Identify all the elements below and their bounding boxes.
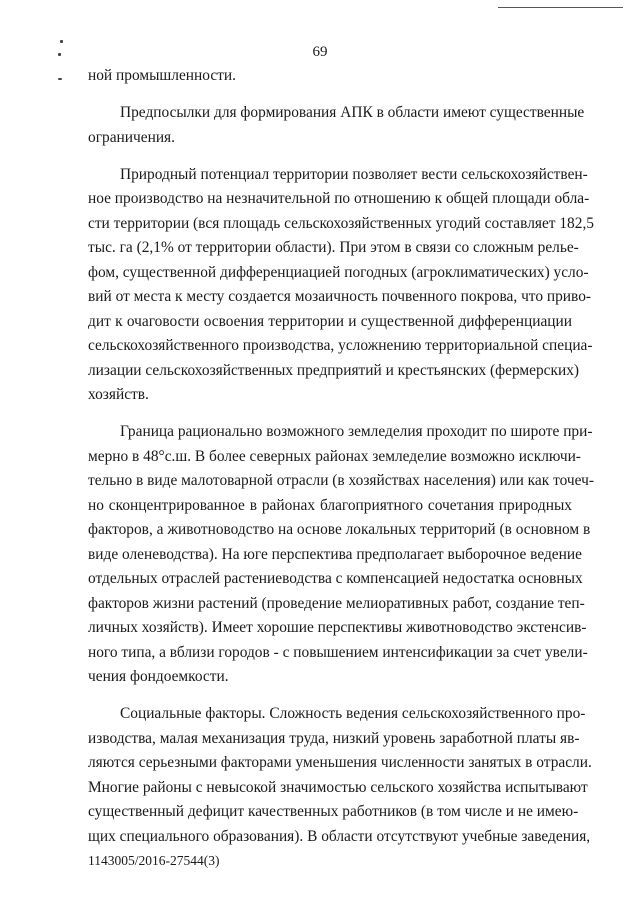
text-line: ное производство на незначительной по отношению к общей площади обла- (88, 190, 590, 207)
paragraph (88, 163, 594, 408)
text-line: сельскохозяйственного производства, усложнению территориальной специа- (88, 337, 593, 354)
footer-code: 1143005/2016-27544(3) (88, 853, 220, 868)
text-line: существенный дефицит качественных работников (в том числе и не имею- (88, 803, 579, 820)
text-line: Предпосылки для формирования АПК в области имеют существенные (120, 104, 585, 121)
text-line: личных хозяйств). Имеет хорошие перспективы животноводство экстенсив- (88, 619, 587, 636)
text-line: ограничения. (88, 128, 175, 146)
text-line: Природный потенциал территории позволяет вести сельскохозяйствен- (120, 165, 588, 183)
scan-mark (58, 78, 62, 80)
text-line: ляются серьезными факторами уменьшения численности занятых в отрасли. (88, 754, 592, 771)
text-line: фом, существенной дифференциацией погодных (агроклиматических) усло- (88, 263, 589, 281)
text-line: Многие районы с невысокой значимостью сельского хозяйства испытывают (88, 778, 588, 796)
text-line: факторов, а животноводство на основе локальных территорий (в основном в (88, 521, 591, 538)
text-line: Социальные факторы. Сложность ведения сельскохозяйственного про- (120, 705, 586, 722)
text-line: изводства, малая механизация труда, низкий уровень заработной платы яв- (88, 729, 580, 747)
text-line: ной промышленности. (88, 67, 236, 84)
text-line: чения фондоемкости. (88, 668, 229, 685)
paragraph (88, 420, 594, 690)
text-line: виде оленеводства). На юге перспектива предполагает выборочное ведение (88, 545, 582, 563)
text-line: но сконцентрированное в районах благоприятного сочетания природных (88, 496, 572, 514)
text-line: ного типа, а вблизи городов - с повышением интенсификации за счет увели- (88, 643, 588, 661)
text-line: лизации сельскохозяйственных предприятий и крестьянских (фермерских) (88, 361, 580, 379)
scan-mark (60, 40, 63, 43)
text-line: тельно в виде малотоварной отрасли (в хозяйствах населения) или как точеч- (88, 472, 594, 489)
text-line: Граница рационально возможного земледелия проходит по широте при- (120, 423, 593, 440)
text-line: щих специального образования). В области отсутствуют учебные заведения, (88, 827, 591, 845)
top-rule (498, 7, 623, 8)
text-line: факторов жизни растений (проведение мелиоративных работ, создание теп- (88, 594, 585, 612)
paragraph (88, 101, 585, 150)
text-line: хозяйств. (88, 386, 149, 403)
document-body (88, 64, 594, 862)
text-line: сти территории (вся площадь сельскохозяйственных угодий составляет 182,5 (88, 214, 594, 232)
paragraph (88, 64, 572, 89)
text-line: отдельных отраслей растениеводства с компенсацией недостатка основных (88, 570, 583, 587)
text-line: тыс. га (2,1% от территории области). При этом в связи со сложным релье- (88, 239, 579, 256)
text-line: мерно в 48°с.ш. В более северных районах земледелие возможно исключи- (88, 447, 581, 465)
paragraph (88, 702, 592, 849)
page-number: 69 (312, 44, 328, 60)
text-line: вий от места к месту создается мозаичность почвенного покрова, что приво- (88, 288, 592, 305)
text-line: дит к очаговости освоения территории и существенной дифференциации (88, 312, 572, 330)
